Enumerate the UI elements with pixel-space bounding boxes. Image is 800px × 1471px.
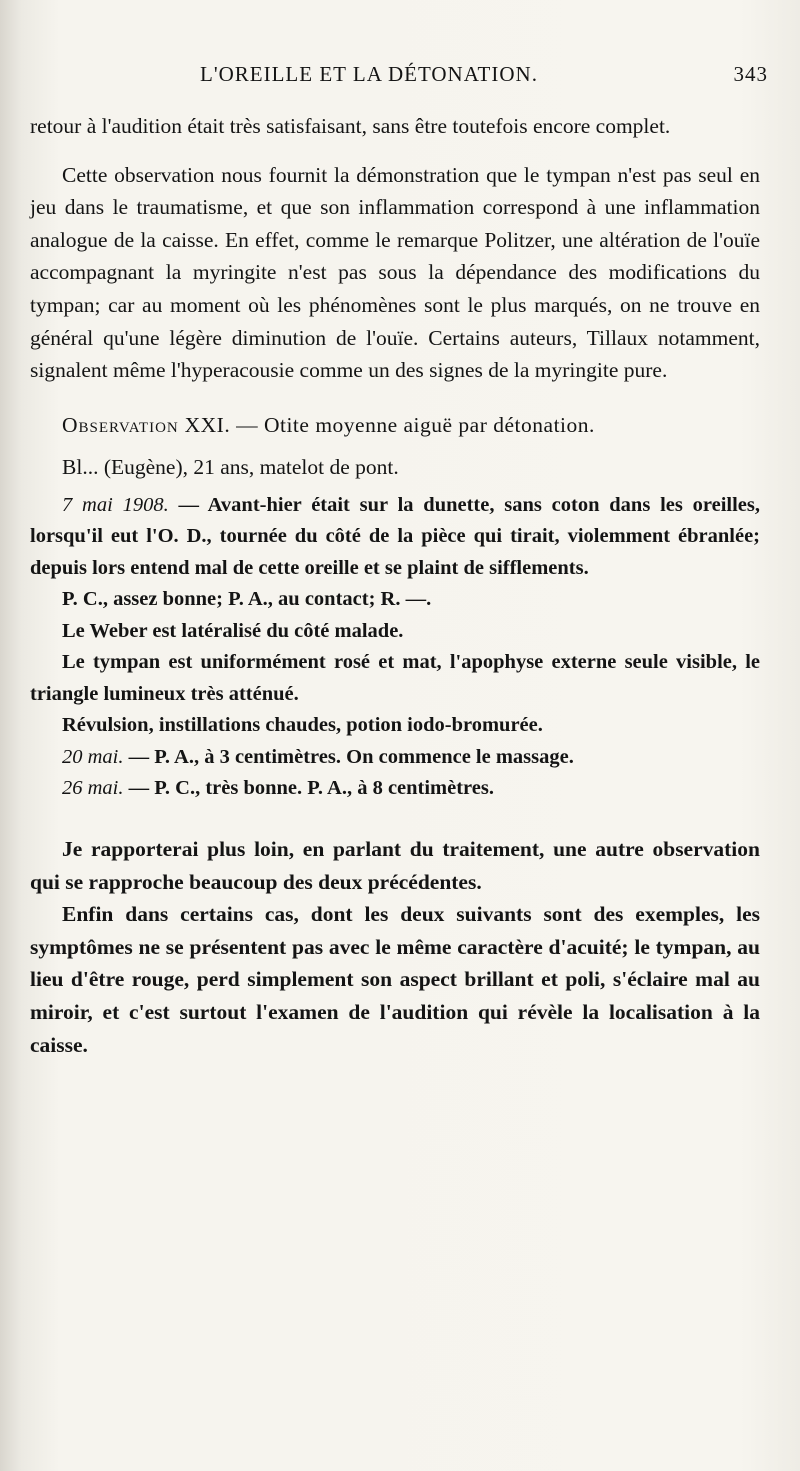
note-date: 26 mai. (62, 777, 124, 800)
observation-heading (30, 409, 760, 442)
paragraph-continuation: retour à l'audition était très satisfaisant, sans être toutefois encore complet. (30, 114, 671, 138)
note-entry: Le tympan est uniformément rosé et mat, l'apophyse externe seule visible, le triangle lumineux très atténué. (30, 651, 760, 705)
observation-number: XXI. (184, 412, 231, 437)
note-entry: Le Weber est latéralisé du côté malade. (62, 619, 404, 642)
note-text: — P. A., à 3 centimètres. On commence le massage. (123, 745, 574, 768)
note-date: 20 mai. (62, 745, 124, 768)
note-entry (30, 742, 760, 774)
note-entry: Révulsion, instillations chaudes, potion iodo-bromurée. (62, 714, 543, 737)
note-entry (30, 490, 760, 585)
note-text: — P. C., très bonne. P. A., à 8 centimètres. (123, 777, 494, 800)
paragraph-treatment: Je rapporterai plus loin, en parlant du traitement, une autre observation qui se rapproche beaucoup des deux précédentes. (30, 836, 760, 894)
patient-line: Bl... (Eugène), 21 ans, matelot de pont. (62, 455, 399, 480)
header-title: L'OREILLE ET LA DÉTONATION. (200, 62, 538, 86)
note-date: 7 mai 1908. (62, 493, 169, 516)
paragraph-politzer: Cette observation nous fournit la démonstration que le tympan n'est pas seul en jeu dans le traumatisme, et que son inflammation correspond à une inflammation analogue de la caisse. En effet, comme le remarque Politzer, une altération de l'ouïe accompagnant la myringite n'est pas sous la dépendance des modifications du tympan; car au moment où les phénomènes sont le plus marqués, on ne trouve en général qu'une légère diminution de l'ouïe. Certains auteurs, Tillaux notamment, signalent même l'hyperacousie comme un des signes de la myringite pure. (30, 162, 760, 383)
clinical-notes (30, 490, 760, 805)
paragraph-cases: Enfin dans certains cas, dont les deux suivants sont des exemples, les symptômes ne se présentent pas avec le même caractère d'acuité; le tympan, au lieu d'être rouge, perd simplement son aspect brillant et poli, s'éclaire mal au miroir, et c'est surtout l'examen de l'audition qui révèle la localisation à la caisse. (30, 902, 760, 1057)
body-text (30, 110, 760, 1061)
observation-label: Observation (62, 412, 179, 437)
note-text: — Avant-hier était sur la dunette, sans coton dans les oreilles, lorsqu'il eut l'O. D., tournée du côté de la pièce qui tirait, violemment ébranlée; depuis lors entend mal de cette oreille et se plaint de sifflements. (30, 493, 760, 579)
observation-dash: — (236, 412, 259, 437)
note-entry: P. C., assez bonne; P. A., au contact; R. —. (62, 588, 432, 611)
running-header (30, 62, 770, 92)
page-number: 343 (733, 62, 768, 86)
note-entry (30, 773, 760, 805)
observation-title: Otite moyenne aiguë par détonation. (263, 412, 595, 437)
